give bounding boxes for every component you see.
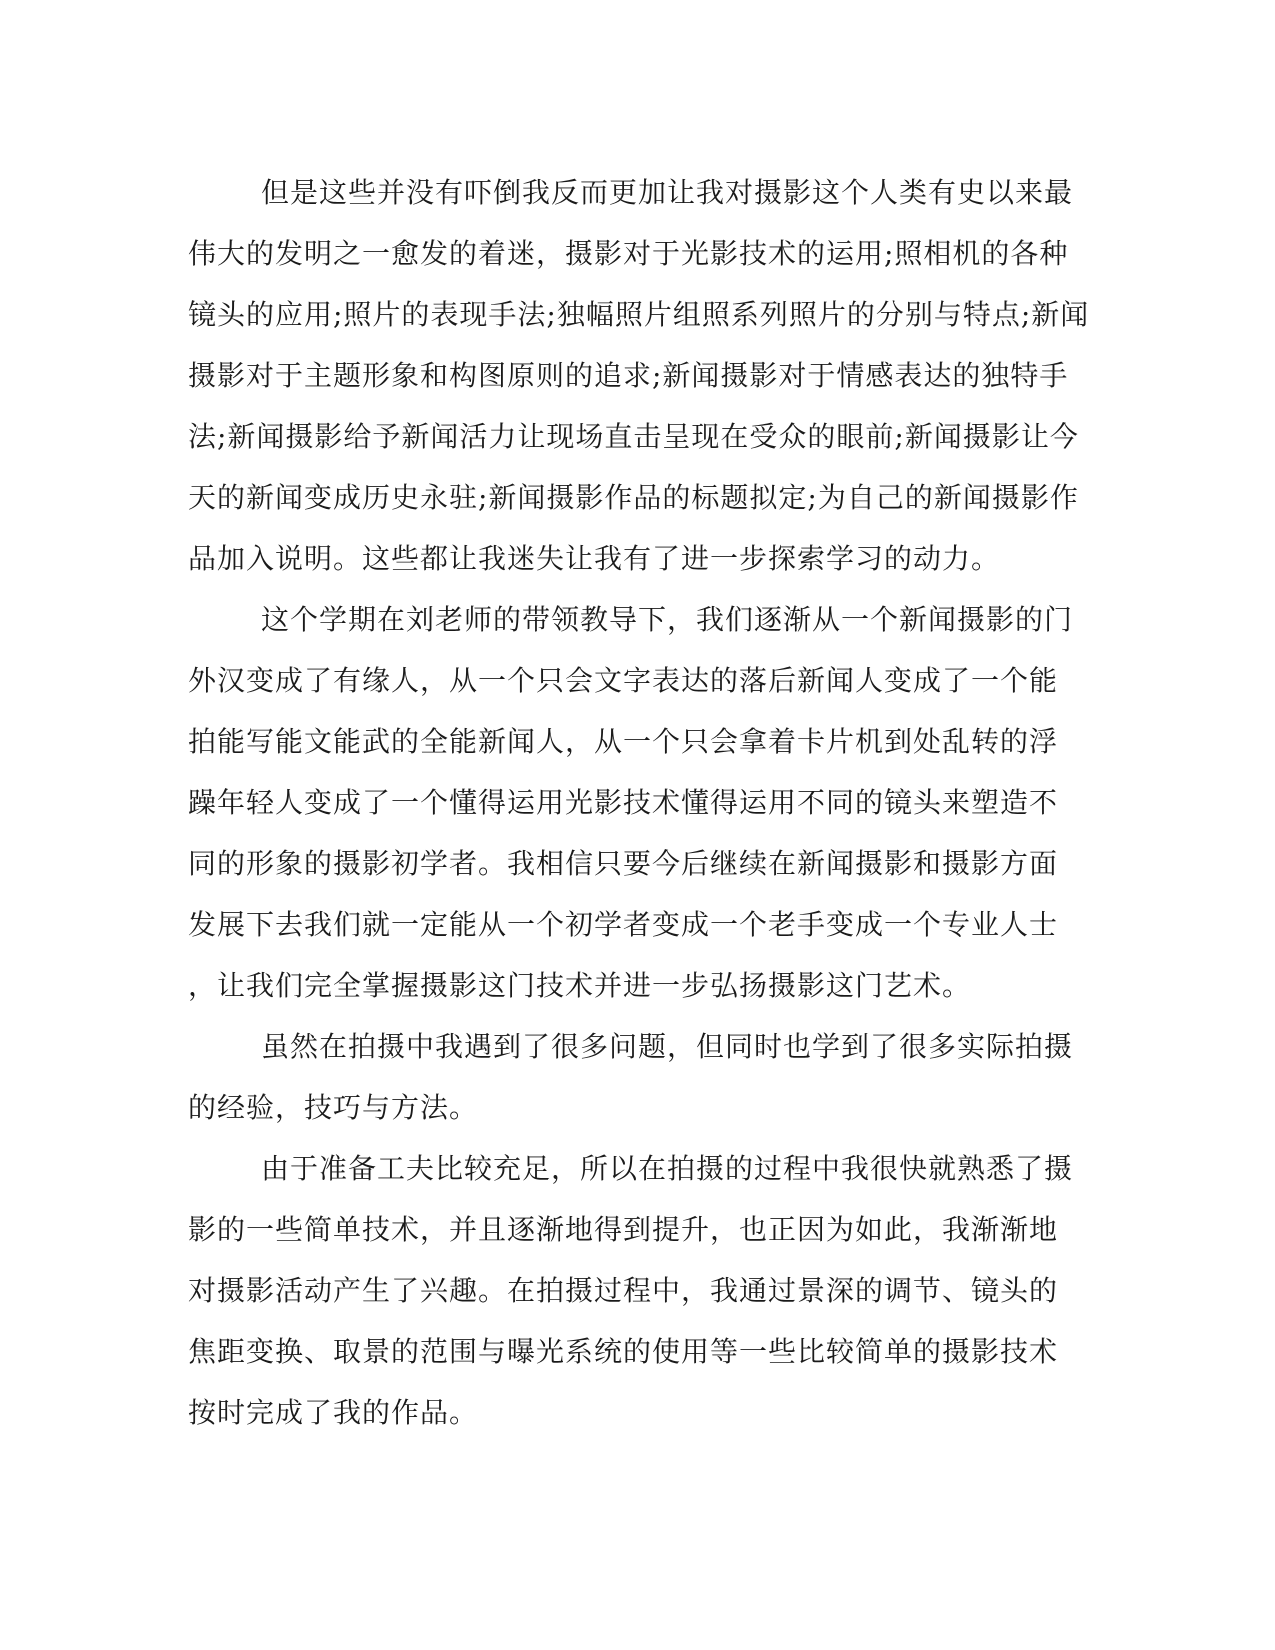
text-line: 品加入说明。这些都让我迷失让我有了进一步探索学习的动力。 <box>188 542 1001 575</box>
paragraph-1 <box>188 162 1088 589</box>
text-line: ，让我们完全掌握摄影这门技术并进一步弘扬摄影这门艺术。 <box>188 969 972 1002</box>
text-line: 拍能写能文能武的全能新闻人，从一个只会拿着卡片机到处乱转的浮 <box>188 725 1059 758</box>
text-line: 躁年轻人变成了一个懂得运用光影技术懂得运用不同的镜头来塑造不 <box>188 786 1059 819</box>
text-line: 的经验，技巧与方法。 <box>188 1091 479 1124</box>
text-line: 这个学期在刘老师的带领教导下，我们逐渐从一个新闻摄影的门 <box>261 603 1074 636</box>
text-line: 伟大的发明之一愈发的着迷，摄影对于光影技术的运用;照相机的各种 <box>188 237 1069 270</box>
paragraph-3 <box>188 1016 1088 1138</box>
document-body <box>188 162 1088 1443</box>
paragraph-2 <box>188 589 1088 1016</box>
text-line: 影的一些简单技术，并且逐渐地得到提升，也正因为如此，我渐渐地 <box>188 1213 1059 1246</box>
text-line: 法;新闻摄影给予新闻活力让现场直击呈现在受众的眼前;新闻摄影让今 <box>188 420 1079 453</box>
text-line: 由于准备工夫比较充足，所以在拍摄的过程中我很快就熟悉了摄 <box>261 1152 1074 1185</box>
text-line: 摄影对于主题形象和构图原则的追求;新闻摄影对于情感表达的独特手 <box>188 359 1069 392</box>
paragraph-4 <box>188 1138 1088 1443</box>
text-line: 镜头的应用;照片的表现手法;独幅照片组照系列照片的分别与特点;新闻 <box>188 298 1090 331</box>
text-line: 发展下去我们就一定能从一个初学者变成一个老手变成一个专业人士 <box>188 908 1059 941</box>
text-line: 焦距变换、取景的范围与曝光系统的使用等一些比较简单的摄影技术 <box>188 1335 1059 1368</box>
text-line: 按时完成了我的作品。 <box>188 1396 479 1429</box>
text-line: 虽然在拍摄中我遇到了很多问题，但同时也学到了很多实际拍摄 <box>261 1030 1074 1063</box>
text-line: 对摄影活动产生了兴趣。在拍摄过程中，我通过景深的调节、镜头的 <box>188 1274 1059 1307</box>
text-line: 但是这些并没有吓倒我反而更加让我对摄影这个人类有史以来最 <box>261 176 1074 209</box>
text-line: 外汉变成了有缘人，从一个只会文字表达的落后新闻人变成了一个能 <box>188 664 1059 697</box>
text-line: 同的形象的摄影初学者。我相信只要今后继续在新闻摄影和摄影方面 <box>188 847 1059 880</box>
text-line: 天的新闻变成历史永驻;新闻摄影作品的标题拟定;为自己的新闻摄影作 <box>188 481 1079 514</box>
